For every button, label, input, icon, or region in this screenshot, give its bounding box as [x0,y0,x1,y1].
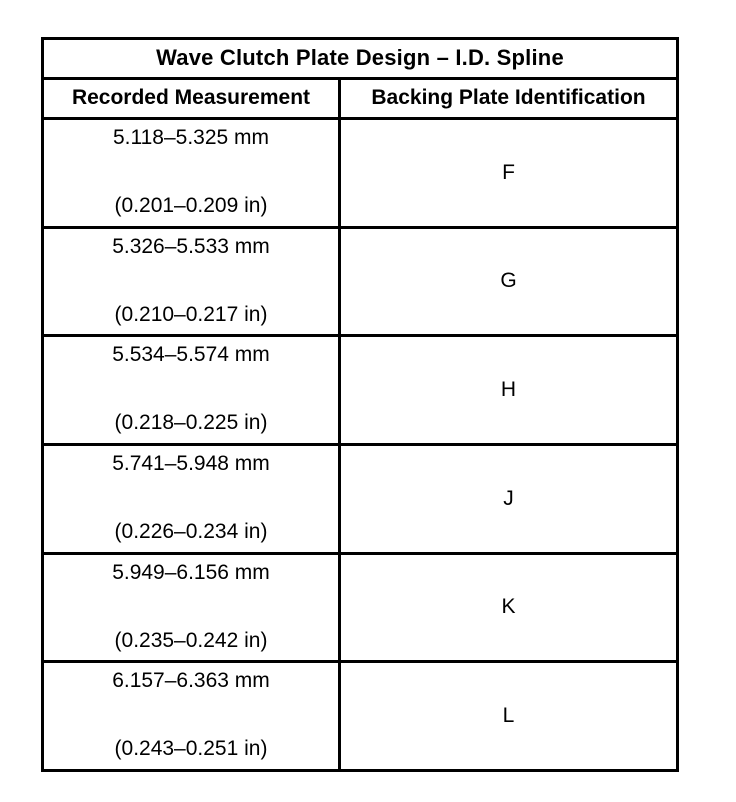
table-row [43,118,678,227]
measurement-mm: 5.118–5.325 mm [112,125,270,149]
measurement-inch: (0.210–0.217 in) [114,302,268,326]
table-row [43,444,678,553]
measurement-mm: 5.326–5.533 mm [112,234,270,258]
table-row [43,227,678,336]
measurement-cell [43,336,340,445]
table-title: Wave Clutch Plate Design – I.D. Spline [43,39,678,79]
clutch-plate-spec-table [41,37,679,772]
backing-plate-id: L [340,662,678,771]
header-backing-plate-identification: Backing Plate Identification [340,78,678,118]
measurement-inch: (0.226–0.234 in) [114,519,268,543]
measurement-inch: (0.218–0.225 in) [114,411,268,435]
measurement-cell [43,227,340,336]
backing-plate-id: H [340,336,678,445]
backing-plate-id: K [340,553,678,662]
measurement-inch: (0.201–0.209 in) [114,193,268,217]
backing-plate-id: J [340,444,678,553]
measurement-mm: 5.949–6.156 mm [112,560,270,584]
measurement-mm: 5.534–5.574 mm [112,343,270,367]
backing-plate-id: G [340,227,678,336]
measurement-inch: (0.235–0.242 in) [114,628,268,652]
measurement-cell [43,118,340,227]
header-recorded-measurement: Recorded Measurement [43,78,340,118]
measurement-mm: 6.157–6.363 mm [112,669,270,693]
table-header-row [43,78,678,118]
table-row [43,336,678,445]
measurement-cell [43,553,340,662]
table-row [43,553,678,662]
measurement-cell [43,444,340,553]
table-title-row [43,39,678,79]
measurement-cell [43,662,340,771]
measurement-inch: (0.243–0.251 in) [114,737,268,761]
measurement-mm: 5.741–5.948 mm [112,451,270,475]
backing-plate-id: F [340,118,678,227]
table-row [43,662,678,771]
